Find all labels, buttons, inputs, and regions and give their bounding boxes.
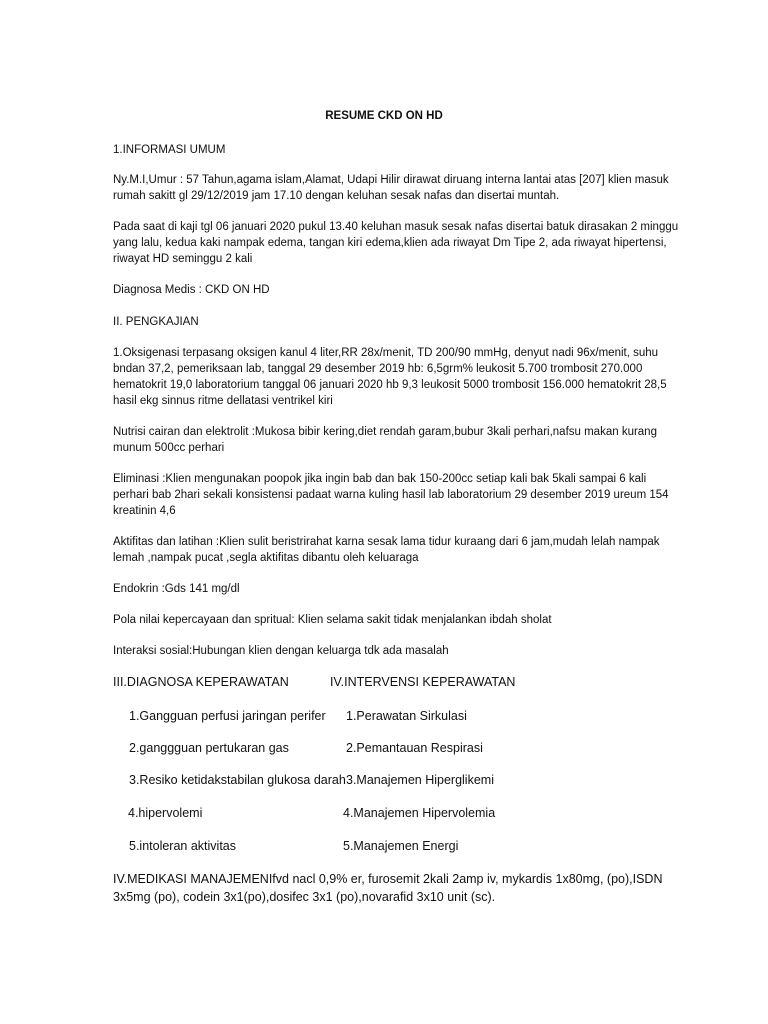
intervention-heading: IV.INTERVENSI KEPERAWATAN: [330, 675, 516, 689]
diagnosis-item: 5.intoleran aktivitas: [129, 839, 237, 853]
intervention-item: 1.Perawatan Sirkulasi: [346, 709, 467, 723]
diagnosis-item: 4.hipervolemi: [128, 806, 203, 820]
intervention-item: 3.Manajemen Hiperglikemi: [346, 773, 494, 787]
assessment-paragraph: Pada saat di kaji tgl 06 januari 2020 pukul 13.40 keluhan masuk sesak nafas disertai batuk dirasakan 2 minggu yang lalu, kedua kaki nampak edema, tangan kiri edema,klien ada riwayat Dm Tipe 2, ada riwayat hipertensi, riwayat HD seminggu 2 kali: [113, 221, 679, 265]
diagnosis-heading: III.DIAGNOSA KEPERAWATAN: [113, 675, 289, 689]
social-paragraph: Interaksi sosial:Hubungan klien dengan keluarga tdk ada masalah: [113, 645, 449, 657]
intervention-item: 4.Manajemen Hipervolemia: [343, 806, 496, 820]
document-title: RESUME CKD ON HD: [325, 110, 443, 122]
medication-management: IV.MEDIKASI MANAJEMENIfvd nacl 0,9% er, furosemit 2kali 2amp iv, mykardis 1x80mg, (po),ISDN 3x5mg (po), codein 3x1(po),dosifec 3x1 (po),novarafid 3x10 unit (sc).: [113, 872, 663, 904]
endocrine-paragraph: Endokrin :Gds 141 mg/dl: [113, 583, 240, 595]
spiritual-paragraph: Pola nilai kepercayaan dan spritual: Klien selama sakit tidak menjalankan ibdah sholat: [113, 614, 552, 626]
elimination-paragraph: Eliminasi :Klien mengunakan poopok jika ingin bab dan bak 150-200cc setiap kali bak 5kali sampai 6 kali perhari bab 2hari sekali konsistensi padaat warna kuling hasil lab laboratorium 29 desember 2019 ureum 154 kreatinin 4,6: [113, 473, 669, 517]
diagnosis-item: 2.ganggguan pertukaran gas: [129, 741, 289, 755]
activity-paragraph: Aktifitas dan latihan :Klien sulit beristrirahat karna sesak lama tidur kuraang dari 6 jam,mudah lelah nampak lemah ,nampak pucat ,segla aktifitas dibantu oleh keluaraga: [113, 536, 660, 564]
section-heading-pengkajian: II. PENGKAJIAN: [113, 316, 199, 328]
diagnosis-item: 1.Gangguan perfusi jaringan perifer: [129, 709, 326, 723]
patient-info-paragraph: Ny.M.I,Umur : 57 Tahun,agama islam,Alamat, Udapi Hilir dirawat diruang interna lantai atas [207] klien masuk rumah sakitt gl 29/12/2019 jam 17.10 dengan keluhan sesak nafas dan disertai muntah.: [113, 174, 669, 202]
nutrition-paragraph: Nutrisi cairan dan elektrolit :Mukosa bibir kering,diet rendah garam,bubur 3kali perhari,nafsu makan kurang munum 500cc perhari: [113, 426, 657, 454]
diagnosis-item: 3.Resiko ketidakstabilan glukosa darah: [129, 773, 346, 787]
medical-diagnosis: Diagnosa Medis : CKD ON HD: [113, 284, 270, 296]
intervention-item: 2.Pemantauan Respirasi: [346, 741, 483, 755]
oxygenation-paragraph: 1.Oksigenasi terpasang oksigen kanul 4 liter,RR 28x/menit, TD 200/90 mmHg, denyut nadi 96x/menit, suhu bndan 37,2, pemeriksaan lab, tanggal 29 desember 2019 hb: 6,5grm% leukosit 5.700 trombosit 270.000 hematokrit 19,0 laboratorium tanggal 06 januari 2020 hb 9,3 leukosit 5000 trombosit 156.000 hematokrit 28,5 hasil ekg sinnus ritme dellatasi ventrikel kiri: [113, 347, 667, 407]
section-heading-informasi-umum: 1.INFORMASI UMUM: [113, 144, 226, 156]
intervention-item: 5.Manajemen Energi: [343, 839, 459, 853]
